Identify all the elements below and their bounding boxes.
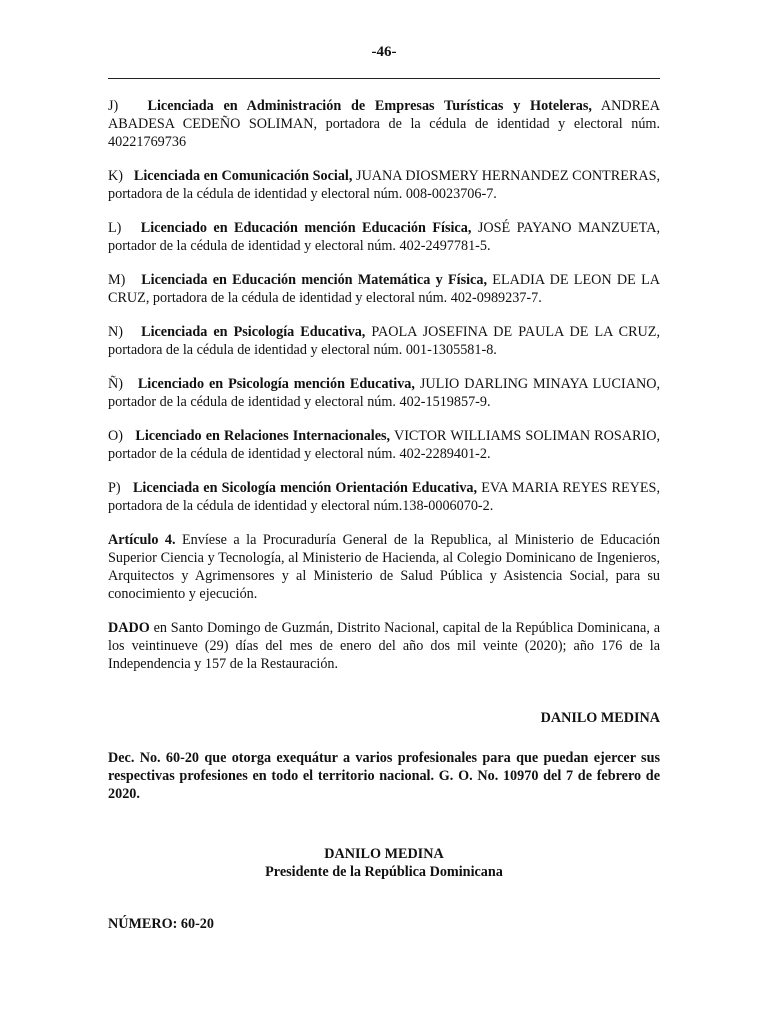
person-details: ELADIA DE LEON DE LA CRUZ, portadora de la cédula de identidad y electoral núm. 402-0989237-7. (108, 272, 661, 306)
list-item-enie: Ñ) Licenciado en Psicología mención Educativa, JULIO DARLING MINAYA LUCIANO, portador de la cédula de identidad y electoral núm. 402-1519857-9. (108, 376, 661, 410)
degree-title: Licenciada en Educación mención Matemática y Física, (141, 272, 487, 288)
president-title: Presidente de la República Dominicana (265, 864, 503, 880)
dado-label: DADO (108, 620, 150, 636)
signature: DANILO MEDINA (540, 710, 660, 726)
list-item-p: P) Licenciada en Sicología mención Orientación Educativa, EVA MARIA REYES REYES, portadora de la cédula de identidad y electoral núm.138-0006070-2. (108, 480, 660, 514)
article-label: Artículo 4. (108, 532, 176, 548)
person-details: JULIO DARLING MINAYA LUCIANO, portador de la cédula de identidad y electoral núm. 402-1519857-9. (108, 376, 661, 410)
person-details: PAOLA JOSEFINA DE PAULA DE LA CRUZ, portadora de la cédula de identidad y electoral núm. 001-1305581-8. (108, 324, 661, 358)
document-body (108, 97, 660, 947)
degree-title: Licenciado en Educación mención Educación Física, (140, 220, 472, 236)
list-item-j: J) Licenciada en Administración de Empresas Turísticas y Hoteleras, ANDREA ABADESA CEDEÑO SOLIMAN, portadora de la cédula de identidad y electoral núm. 40221769736 (108, 98, 660, 150)
page-number: -46- (371, 44, 397, 60)
person-details: VICTOR WILLIAMS SOLIMAN ROSARIO, portador de la cédula de identidad y electoral núm. 402-2289401-2. (108, 428, 661, 462)
decree-summary: Dec. No. 60-20 que otorga exequátur a varios profesionales para que puedan ejercer sus respectivas profesiones en todo el territorio nacional. G. O. No. 10970 del 7 de febrero de 2020. (108, 750, 660, 802)
article-text: Envíese a la Procuraduría General de la Republica, al Ministerio de Educación Superior Ciencia y Tecnología, al Ministerio de Hacienda, al Colegio Dominicano de Ingenieros, Arquitectos y Agrimensores y al Ministerio de Salud Pública y Asistencia Social, para su conocimiento y ejecución. (108, 532, 660, 602)
header-rule (108, 78, 660, 79)
list-item-o: O) Licenciado en Relaciones Internacionales, VICTOR WILLIAMS SOLIMAN ROSARIO, portador de la cédula de identidad y electoral núm. 402-2289401-2. (108, 428, 661, 462)
article-4 (108, 531, 660, 603)
decree-number: NÚMERO: 60-20 (108, 916, 214, 932)
degree-title: Licenciado en Psicología mención Educativa, (137, 376, 415, 392)
dado-paragraph (108, 619, 660, 673)
degree-title: Licenciado en Relaciones Internacionales, (135, 428, 391, 444)
president-name: DANILO MEDINA (324, 846, 444, 862)
list-item-m: M) Licenciada en Educación mención Matemática y Física, ELADIA DE LEON DE LA CRUZ, portadora de la cédula de identidad y electoral núm. 402-0989237-7. (108, 272, 661, 306)
person-details: ANDREA ABADESA CEDEÑO SOLIMAN, portadora de la cédula de identidad y electoral núm. 40221769736 (108, 98, 660, 150)
person-details: EVA MARIA REYES REYES, portadora de la cédula de identidad y electoral núm.138-0006070-2. (108, 480, 660, 514)
dado-text: en Santo Domingo de Guzmán, Distrito Nacional, capital de la República Dominicana, a los veintinueve (29) días del mes de enero del año dos mil veinte (2020); año 176 de la Independencia y 157 de la Restauración. (108, 620, 660, 672)
person-details: JOSÉ PAYANO MANZUETA, portador de la cédula de identidad y electoral núm. 402-2497781-5. (108, 220, 660, 254)
person-details: JUANA DIOSMERY HERNANDEZ CONTRERAS, portadora de la cédula de identidad y electoral núm. 008-0023706-7. (108, 168, 661, 202)
list-item-n: N) Licenciada en Psicología Educativa, PAOLA JOSEFINA DE PAULA DE LA CRUZ, portadora de la cédula de identidad y electoral núm. 001-1305581-8. (108, 324, 661, 358)
degree-title: Licenciada en Sicología mención Orientación Educativa, (132, 480, 478, 496)
degree-title: Licenciada en Administración de Empresas Turísticas y Hoteleras, (147, 98, 592, 114)
list-item-k: K) Licenciada en Comunicación Social, JUANA DIOSMERY HERNANDEZ CONTRERAS, portadora de la cédula de identidad y electoral núm. 008-0023706-7. (108, 168, 661, 202)
degree-title: Licenciada en Comunicación Social, (133, 168, 353, 184)
list-item-l: L) Licenciado en Educación mención Educación Física, JOSÉ PAYANO MANZUETA, portador de la cédula de identidad y electoral núm. 402-2497781-5. (108, 220, 660, 254)
degree-title: Licenciada en Psicología Educativa, (141, 324, 366, 340)
